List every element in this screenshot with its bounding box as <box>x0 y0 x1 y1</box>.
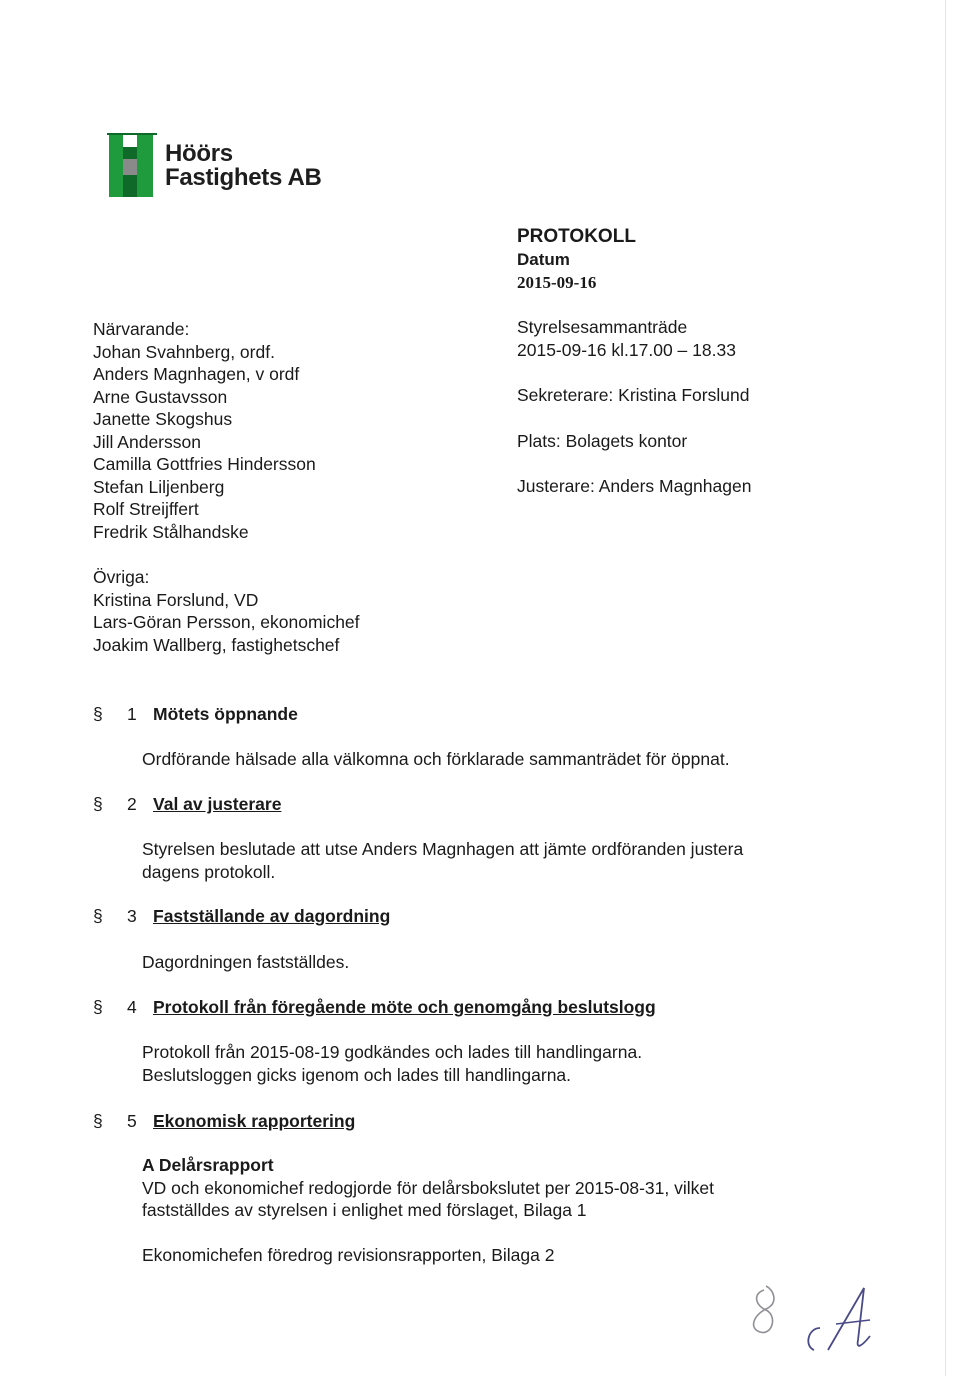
section-heading <box>93 1110 355 1132</box>
section-body <box>142 1041 842 1086</box>
paragraph-symbol: § <box>93 1111 103 1131</box>
others-list <box>93 566 493 656</box>
others-label: Övriga: <box>93 567 150 587</box>
others-member: Kristina Forslund, VD <box>93 589 259 610</box>
present-member: Arne Gustavsson <box>93 386 228 407</box>
present-member: Janette Skogshus <box>93 409 233 429</box>
section-number: 1 <box>127 704 137 724</box>
present-label: Närvarande: <box>93 319 190 339</box>
body-line: dagens protokoll. <box>142 861 276 882</box>
others-member: Lars-Göran Persson, ekonomichef <box>93 612 360 632</box>
paragraph-symbol: § <box>93 704 103 724</box>
body-line: fastställdes av styrelsen i enlighet med förslaget, Bilaga 1 <box>142 1200 587 1220</box>
document-title: PROTOKOLL <box>517 226 636 247</box>
present-member: Stefan Liljenberg <box>93 476 225 497</box>
present-member: Rolf Streijffert <box>93 499 199 519</box>
section-body <box>142 838 842 883</box>
date-label: Datum <box>517 250 570 269</box>
others-member: Joakim Wallberg, fastighetschef <box>93 634 340 655</box>
logo-mark-icon <box>107 133 157 199</box>
section-title: Mötets öppnande <box>153 704 298 724</box>
body-line: Protokoll från 2015-08-19 godkändes och lades till handlingarna. <box>142 1042 643 1062</box>
section-title: Protokoll från föregående möte och genomgång beslutslogg <box>153 997 656 1017</box>
section-title: Fastställande av dagordning <box>153 906 391 926</box>
meeting-type: Styrelsesammanträde <box>517 317 688 337</box>
present-member: Fredrik Stålhandske <box>93 521 249 542</box>
section-number: 4 <box>127 997 137 1017</box>
body-line: Dagordningen fastställdes. <box>142 952 350 972</box>
section-number: 2 <box>127 794 137 814</box>
body-line: Beslutsloggen gicks igenom och lades till handlingarna. <box>142 1064 572 1085</box>
handwritten-initials-icon <box>742 1280 892 1360</box>
section-body <box>142 951 842 974</box>
meeting-secretary: Sekreterare: Kristina Forslund <box>517 385 750 405</box>
paragraph-symbol: § <box>93 906 103 926</box>
section-heading <box>93 703 298 725</box>
company-logo <box>107 133 357 203</box>
section-title: Val av justerare <box>153 794 282 814</box>
section-body <box>142 1154 842 1222</box>
paragraph-symbol: § <box>93 997 103 1017</box>
section-heading <box>93 905 390 927</box>
logo-text-line1: Höörs <box>165 140 233 167</box>
section-body <box>142 748 842 771</box>
meeting-info <box>517 316 937 361</box>
section-heading <box>93 793 281 815</box>
document-date: 2015-09-16 <box>517 273 597 292</box>
present-member: Johan Svahnberg, ordf. <box>93 341 275 362</box>
body-line: VD och ekonomichef redogjorde för delårsbokslutet per 2015-08-31, vilket <box>142 1177 714 1198</box>
scan-edge-line <box>945 0 946 1376</box>
meeting-adjuster: Justerare: Anders Magnhagen <box>517 476 752 496</box>
body-line: Styrelsen beslutade att utse Anders Magnhagen att jämte ordföranden justera <box>142 839 744 859</box>
logo-text-line2: Fastighets AB <box>165 164 322 191</box>
present-member: Jill Andersson <box>93 431 201 452</box>
section-number: 5 <box>127 1111 137 1131</box>
present-list <box>93 318 473 543</box>
meeting-place: Plats: Bolagets kontor <box>517 431 688 451</box>
section-heading <box>93 996 656 1018</box>
present-member: Camilla Gottfries Hindersson <box>93 454 316 474</box>
section-title: Ekonomisk rapportering <box>153 1111 356 1131</box>
section-number: 3 <box>127 906 137 926</box>
paragraph-symbol: § <box>93 794 103 814</box>
section-extra: Ekonomichefen föredrog revisionsrapporten, Bilaga 2 <box>142 1245 555 1265</box>
meeting-datetime: 2015-09-16 kl.17.00 – 18.33 <box>517 339 736 360</box>
body-line: Ordförande hälsade alla välkomna och förklarade sammanträdet för öppnat. <box>142 749 730 769</box>
present-member: Anders Magnhagen, v ordf <box>93 364 300 384</box>
section-subheading: A Delårsrapport <box>142 1155 274 1175</box>
